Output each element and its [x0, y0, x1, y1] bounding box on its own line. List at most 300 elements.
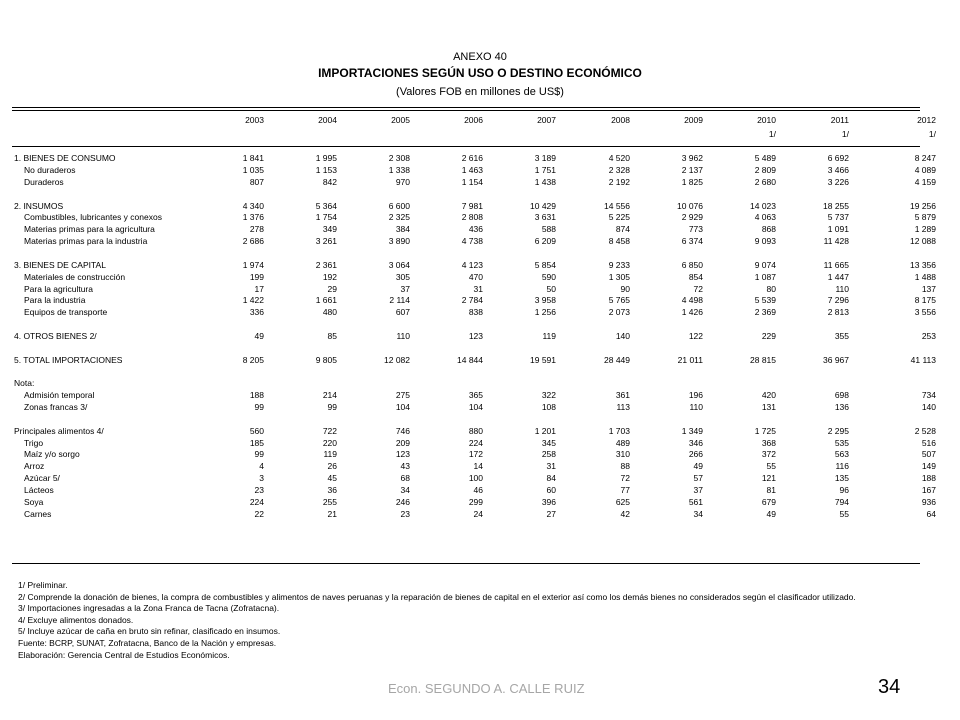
table-row — [14, 165, 940, 177]
table-cell — [853, 248, 940, 260]
table-cell: 734 — [921, 390, 936, 401]
table-cell — [853, 378, 940, 390]
year-header: 2004 — [318, 114, 337, 125]
table-cell: 420 — [761, 390, 776, 401]
annex-label: ANEXO 40 — [453, 51, 507, 63]
table-cell: 4 — [259, 461, 264, 472]
table-cell: 1 256 — [534, 307, 556, 318]
table-cell: 81 — [766, 484, 776, 495]
top-rule-1 — [12, 107, 920, 108]
table-cell — [226, 413, 268, 425]
table-cell — [268, 188, 341, 200]
table-row — [14, 378, 940, 390]
table-cell — [634, 366, 707, 378]
table-cell: 11 665 — [823, 259, 849, 270]
table-cell — [487, 188, 560, 200]
year-note: 1/ — [841, 128, 849, 139]
year-header: 2009 — [684, 114, 703, 125]
table-cell: 842 — [322, 176, 337, 187]
table-cell: 12 088 — [910, 236, 936, 247]
table-cell — [414, 366, 487, 378]
table-cell — [634, 342, 707, 354]
table-cell — [268, 413, 341, 425]
table-cell — [780, 188, 853, 200]
table-cell: 3 631 — [534, 212, 556, 223]
author-footer: Econ. SEGUNDO A. CALLE RUIZ — [388, 681, 585, 696]
table-cell: 3 261 — [315, 236, 337, 247]
table-cell: 1 841 — [242, 153, 264, 164]
table-row — [14, 354, 940, 366]
spacer-row — [14, 141, 940, 153]
footnote: 4/ Excluye alimentos donados. — [18, 614, 134, 625]
table-cell: 18 255 — [823, 200, 849, 211]
table-cell — [487, 248, 560, 260]
table-cell: 2 137 — [681, 165, 703, 176]
table-cell — [780, 319, 853, 331]
table-cell: 21 — [327, 508, 337, 519]
table-cell: 278 — [249, 224, 264, 235]
table-cell: 480 — [322, 307, 337, 318]
table-cell: 23 — [400, 508, 410, 519]
year-header: 2007 — [537, 114, 556, 125]
table-cell: 1 725 — [754, 425, 776, 436]
table-cell: 7 981 — [461, 200, 483, 211]
table-cell: 14 844 — [457, 354, 483, 365]
row-label: 3. BIENES DE CAPITAL — [14, 259, 106, 270]
table-cell — [780, 413, 853, 425]
table-cell: 28 815 — [750, 354, 776, 365]
table-cell: 2 192 — [608, 176, 630, 187]
table-cell: 68 — [400, 473, 410, 484]
table-cell — [341, 342, 414, 354]
table-cell: 3 958 — [534, 295, 556, 306]
spacer-row — [14, 366, 940, 378]
table-cell: 1 201 — [534, 425, 556, 436]
table-cell: 3 466 — [827, 165, 849, 176]
table-cell: 140 — [921, 401, 936, 412]
table-cell: 1 154 — [461, 176, 483, 187]
table-cell: 2 308 — [388, 153, 410, 164]
table-cell: 26 — [327, 461, 337, 472]
spacer-row — [14, 413, 940, 425]
table-cell: 1 754 — [315, 212, 337, 223]
table-cell — [268, 319, 341, 331]
table-cell — [707, 378, 780, 390]
row-label — [14, 319, 226, 331]
table-cell: 43 — [400, 461, 410, 472]
row-label: Materiales de construcción — [24, 271, 126, 282]
table-cell: 224 — [468, 437, 483, 448]
table-cell: 49 — [254, 330, 264, 341]
table-cell — [487, 413, 560, 425]
elaboration-note: Elaboración: Gerencia Central de Estudios Económicos. — [18, 649, 230, 660]
table-cell — [780, 366, 853, 378]
year-note — [226, 127, 268, 141]
table-cell: 372 — [761, 449, 776, 460]
table-cell: 2 325 — [388, 212, 410, 223]
table-cell: 746 — [395, 425, 410, 436]
table-cell: 131 — [761, 401, 776, 412]
year-header: 2010 — [757, 114, 776, 125]
table-cell: 1 703 — [608, 425, 630, 436]
table-cell: 29 — [327, 283, 337, 294]
table-cell: 5 737 — [827, 212, 849, 223]
row-label: Para la industria — [24, 295, 86, 306]
table-row — [14, 153, 940, 165]
table-cell: 2 295 — [827, 425, 849, 436]
table-cell: 436 — [468, 224, 483, 235]
table-cell: 807 — [249, 176, 264, 187]
table-cell — [707, 413, 780, 425]
table-row — [14, 390, 940, 402]
table-cell: 220 — [322, 437, 337, 448]
table-row — [14, 496, 940, 508]
table-cell: 2 808 — [461, 212, 483, 223]
table-cell — [226, 141, 268, 153]
table-cell: 3 189 — [534, 153, 556, 164]
table-cell: 31 — [473, 283, 483, 294]
table-cell — [414, 342, 487, 354]
table-cell: 305 — [395, 271, 410, 282]
table-cell: 1 422 — [242, 295, 264, 306]
table-cell: 563 — [834, 449, 849, 460]
table-cell: 561 — [688, 496, 703, 507]
table-cell: 2 369 — [754, 307, 776, 318]
table-cell — [226, 366, 268, 378]
row-label: Trigo — [24, 437, 44, 448]
table-cell: 7 296 — [827, 295, 849, 306]
year-note: 1/ — [928, 128, 936, 139]
table-cell: 8 175 — [914, 295, 936, 306]
table-cell — [634, 413, 707, 425]
table-cell — [780, 141, 853, 153]
table-cell: 209 — [395, 437, 410, 448]
row-label: Nota: — [14, 378, 35, 389]
table-cell — [414, 248, 487, 260]
table-cell — [487, 378, 560, 390]
table-cell: 110 — [835, 283, 849, 294]
table-cell: 149 — [921, 461, 936, 472]
row-label: Equipos de transporte — [24, 307, 108, 318]
table-cell: 838 — [468, 307, 483, 318]
table-cell: 49 — [693, 461, 703, 472]
table-cell — [226, 342, 268, 354]
footnotes — [18, 580, 856, 661]
table-cell: 365 — [468, 390, 483, 401]
table-row — [14, 402, 940, 414]
table-cell: 698 — [834, 390, 849, 401]
year-note: 1/ — [768, 128, 776, 139]
table-cell: 19 591 — [530, 354, 556, 365]
table-cell: 2 361 — [315, 259, 337, 270]
table-row — [14, 295, 940, 307]
table-cell: 45 — [327, 473, 337, 484]
spacer-row — [14, 188, 940, 200]
table-cell: 368 — [761, 437, 776, 448]
year-note — [634, 127, 707, 141]
table-cell: 37 — [693, 484, 703, 495]
table-row — [14, 331, 940, 343]
table-cell: 722 — [322, 425, 337, 436]
table-cell: 167 — [921, 484, 936, 495]
row-label: Combustibles, lubricantes y conexos — [24, 212, 162, 223]
table-cell: 773 — [688, 224, 703, 235]
row-label — [14, 141, 226, 153]
table-cell: 299 — [468, 496, 483, 507]
table-cell: 880 — [468, 425, 483, 436]
table-cell: 2 784 — [461, 295, 483, 306]
table-cell: 4 340 — [242, 200, 264, 211]
table-cell — [268, 366, 341, 378]
table-cell: 5 225 — [608, 212, 630, 223]
table-cell — [853, 413, 940, 425]
table-cell — [414, 188, 487, 200]
row-label: Materias primas para la agricultura — [24, 224, 155, 235]
table-cell: 588 — [541, 224, 556, 235]
table-cell: 1 426 — [681, 307, 703, 318]
table-cell: 55 — [839, 508, 849, 519]
table-cell: 2 616 — [461, 153, 483, 164]
table-cell: 396 — [541, 496, 556, 507]
table-row — [14, 271, 940, 283]
year-note — [560, 127, 634, 141]
table-row — [14, 508, 940, 520]
table-cell: 34 — [693, 508, 703, 519]
table-cell — [560, 413, 634, 425]
table-cell — [560, 141, 634, 153]
table-row — [14, 200, 940, 212]
table-cell: 122 — [688, 330, 703, 341]
table-cell — [853, 366, 940, 378]
table-row — [14, 212, 940, 224]
spacer-row — [14, 248, 940, 260]
table-cell: 854 — [688, 271, 703, 282]
footnote: 5/ Incluye azúcar de caña en bruto sin refinar, clasificado en insumos. — [18, 626, 281, 637]
table-cell: 123 — [468, 330, 483, 341]
table-cell: 345 — [541, 437, 556, 448]
year-note-row — [14, 127, 940, 141]
source-note: Fuente: BCRP, SUNAT, Zofratacna, Banco de la Nación y empresas. — [18, 637, 277, 648]
table-cell: 1 091 — [827, 224, 849, 235]
table-cell: 322 — [541, 390, 556, 401]
table-cell: 21 011 — [677, 354, 703, 365]
year-note — [487, 127, 560, 141]
table-cell — [226, 319, 268, 331]
row-label — [14, 248, 226, 260]
table-cell: 42 — [620, 508, 630, 519]
year-header-row — [14, 113, 940, 127]
table-cell: 12 082 — [384, 354, 410, 365]
table-cell: 246 — [395, 496, 410, 507]
year-header: 2012 — [917, 114, 936, 125]
table-cell: 188 — [921, 473, 936, 484]
table-cell: 310 — [615, 449, 630, 460]
table-cell: 34 — [400, 484, 410, 495]
table-cell: 72 — [620, 473, 630, 484]
row-label: 5. TOTAL IMPORTACIONES — [14, 354, 123, 365]
row-label: Zonas francas 3/ — [24, 401, 88, 412]
table-cell: 2 680 — [754, 176, 776, 187]
row-label: Soya — [24, 496, 44, 507]
table-cell: 135 — [834, 473, 849, 484]
table-cell: 794 — [834, 496, 849, 507]
year-note — [268, 127, 341, 141]
year-header: 2011 — [830, 114, 849, 125]
table-cell: 96 — [839, 484, 849, 495]
table-cell: 108 — [541, 401, 556, 412]
table-cell: 361 — [615, 390, 630, 401]
year-note — [414, 127, 487, 141]
table-row — [14, 224, 940, 236]
table-cell: 1 338 — [388, 165, 410, 176]
top-rule-2 — [12, 110, 920, 111]
table-cell: 49 — [766, 508, 776, 519]
table-cell: 516 — [921, 437, 936, 448]
table-cell: 1 995 — [315, 153, 337, 164]
row-label: 2. INSUMOS — [14, 200, 64, 211]
table-cell: 2 686 — [242, 236, 264, 247]
table-row — [14, 484, 940, 496]
table-cell: 119 — [542, 330, 556, 341]
table-cell — [707, 366, 780, 378]
table-cell: 110 — [689, 401, 703, 412]
table-cell: 2 809 — [754, 165, 776, 176]
table-cell — [560, 378, 634, 390]
table-cell: 19 256 — [910, 200, 936, 211]
table-cell: 14 023 — [750, 200, 776, 211]
table-cell: 4 063 — [754, 212, 776, 223]
table-row — [14, 449, 940, 461]
table-cell: 113 — [616, 401, 630, 412]
table-cell: 679 — [761, 496, 776, 507]
table-cell: 46 — [473, 484, 483, 495]
table-cell: 99 — [254, 449, 264, 460]
table-cell: 258 — [541, 449, 556, 460]
imports-table — [14, 113, 940, 520]
table-cell: 6 850 — [681, 259, 703, 270]
table-cell — [780, 342, 853, 354]
row-label — [14, 366, 226, 378]
table-cell — [853, 319, 940, 331]
table-cell — [560, 342, 634, 354]
table-cell: 99 — [254, 401, 264, 412]
table-cell: 188 — [249, 390, 264, 401]
table-cell: 11 428 — [823, 236, 849, 247]
table-cell: 24 — [473, 508, 483, 519]
table-cell: 384 — [395, 224, 410, 235]
table-cell: 84 — [546, 473, 556, 484]
table-cell: 1 447 — [827, 271, 849, 282]
table-cell: 2 528 — [914, 425, 936, 436]
table-cell: 868 — [761, 224, 776, 235]
table-cell — [226, 188, 268, 200]
table-cell: 1 825 — [681, 176, 703, 187]
table-cell: 8 247 — [914, 153, 936, 164]
table-cell: 625 — [615, 496, 630, 507]
table-cell: 1 087 — [754, 271, 776, 282]
table-cell: 9 233 — [608, 259, 630, 270]
table-cell: 1 974 — [242, 259, 264, 270]
table-cell: 5 854 — [534, 259, 556, 270]
table-cell: 4 520 — [608, 153, 630, 164]
table-cell — [268, 248, 341, 260]
table-cell — [341, 413, 414, 425]
table-cell — [414, 319, 487, 331]
row-label: 4. OTROS BIENES 2/ — [14, 330, 97, 341]
table-cell — [487, 342, 560, 354]
row-label: Principales alimentos 4/ — [14, 425, 104, 436]
table-row — [14, 307, 940, 319]
table-cell: 590 — [541, 271, 556, 282]
table-cell — [707, 248, 780, 260]
table-cell — [414, 413, 487, 425]
table-cell: 349 — [322, 224, 337, 235]
table-cell: 1 376 — [242, 212, 264, 223]
year-header: 2006 — [464, 114, 483, 125]
table-cell: 3 890 — [388, 236, 410, 247]
table-cell — [226, 378, 268, 390]
table-cell — [634, 378, 707, 390]
table-cell: 140 — [615, 330, 630, 341]
table-cell: 2 073 — [608, 307, 630, 318]
table-cell: 3 226 — [827, 176, 849, 187]
table-cell: 13 356 — [910, 259, 936, 270]
table-cell: 6 374 — [681, 236, 703, 247]
table-cell — [707, 188, 780, 200]
table-cell — [560, 188, 634, 200]
table-cell — [560, 366, 634, 378]
table-cell: 57 — [693, 473, 703, 484]
table-row — [14, 236, 940, 248]
table-cell — [707, 141, 780, 153]
table-cell: 100 — [468, 473, 483, 484]
table-cell: 470 — [468, 271, 483, 282]
table-cell: 88 — [620, 461, 630, 472]
table-cell: 5 539 — [754, 295, 776, 306]
table-cell: 607 — [395, 307, 410, 318]
row-label: Carnes — [24, 508, 52, 519]
footnote: 1/ Preliminar. — [18, 580, 68, 590]
table-cell: 36 967 — [823, 354, 849, 365]
table-cell: 72 — [693, 283, 703, 294]
table-row — [14, 473, 940, 485]
table-cell — [780, 378, 853, 390]
year-header: 2003 — [245, 114, 264, 125]
table-cell: 104 — [395, 401, 410, 412]
table-cell: 1 488 — [914, 271, 936, 282]
table-cell: 10 076 — [677, 200, 703, 211]
table-cell: 196 — [688, 390, 703, 401]
row-label — [14, 413, 226, 425]
table-cell: 507 — [921, 449, 936, 460]
table-cell: 5 879 — [914, 212, 936, 223]
table-cell: 1 153 — [315, 165, 337, 176]
table-cell — [780, 248, 853, 260]
table-cell — [341, 141, 414, 153]
table-cell — [487, 141, 560, 153]
row-label: Admisión temporal — [24, 390, 95, 401]
table-body — [14, 141, 940, 520]
table-cell: 489 — [615, 437, 630, 448]
table-cell: 560 — [249, 425, 264, 436]
table-cell: 90 — [620, 283, 630, 294]
table-row — [14, 425, 940, 437]
table-cell: 60 — [546, 484, 556, 495]
footnote: 3/ Importaciones ingresadas a la Zona Franca de Tacna (Zofratacna). — [18, 603, 280, 614]
footnote: 2/ Comprende la donación de bienes, la compra de combustibles y alimentos de naves peruanas y la reparación de bienes de capital en el exterior así como los demás bienes no considerados según el clasificador utilizado. — [18, 591, 856, 602]
table-cell: 2 813 — [827, 307, 849, 318]
table-cell: 253 — [921, 330, 936, 341]
